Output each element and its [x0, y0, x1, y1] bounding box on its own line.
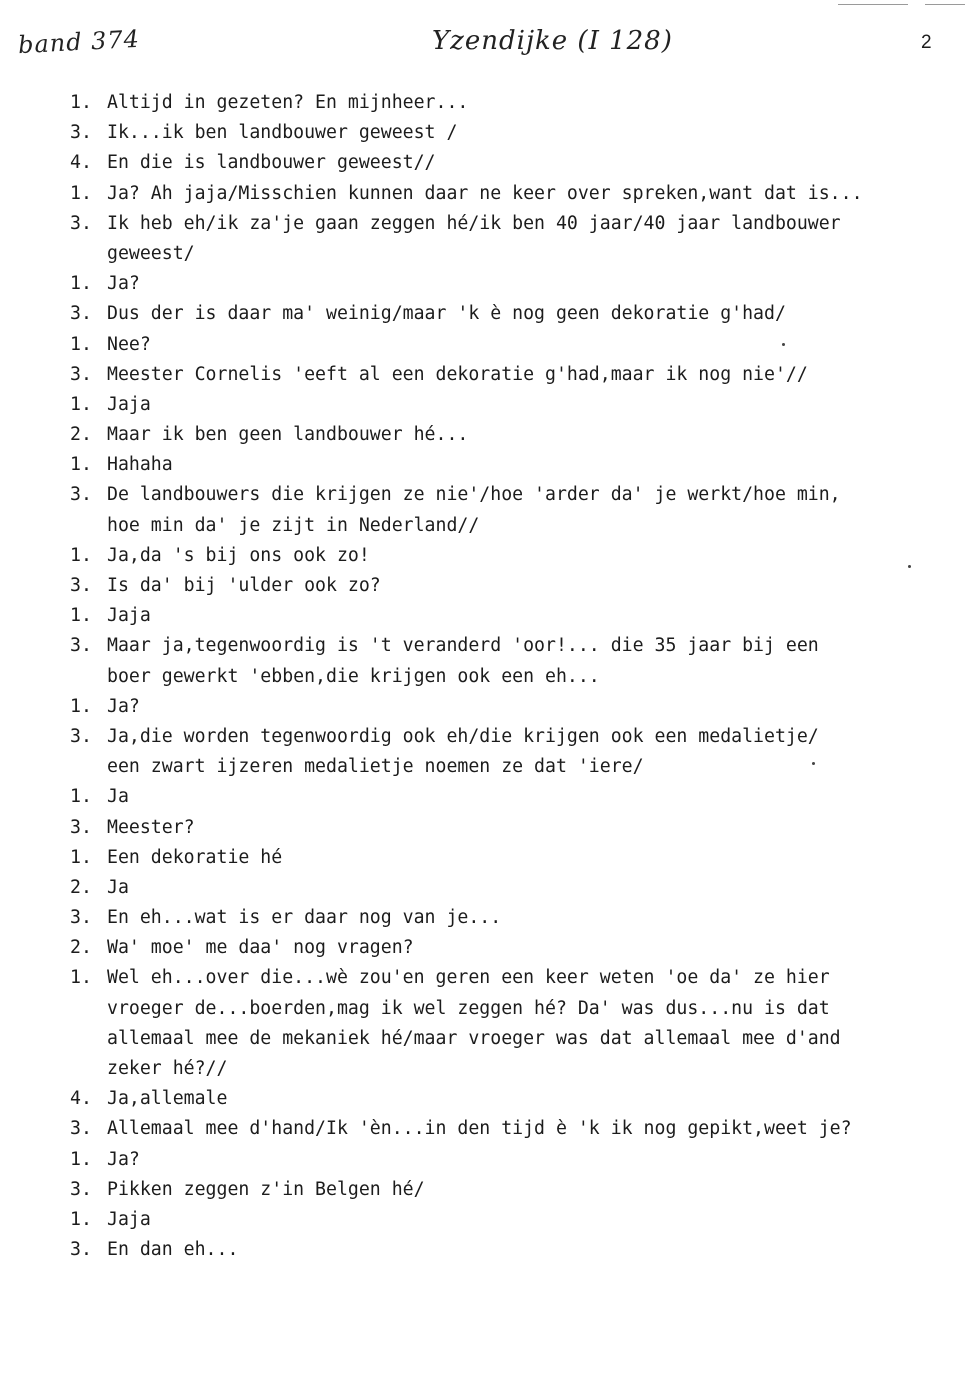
transcript-line — [70, 88, 960, 118]
utterance-text: De landbouwers die krijgen ze nie'/hoe 'arder da' je werkt/hoe min, — [107, 484, 841, 506]
utterance-text: geweest/ — [107, 242, 195, 264]
utterance-text: En eh...wat is er daar nog van je... — [107, 907, 502, 929]
utterance-text: Ja? Ah jaja/Misschien kunnen daar ne keer over spreken,want dat is... — [107, 182, 863, 204]
utterance-text: Meester? — [107, 816, 195, 838]
speaker-number: 3. — [70, 1239, 92, 1261]
transcript-line — [70, 1084, 960, 1114]
utterance-text: vroeger de...boerden,mag ik wel zeggen hé? Da' was dus...nu is dat — [107, 997, 830, 1019]
utterance-text: Ja — [107, 876, 129, 898]
transcript-line — [70, 631, 960, 661]
speaker-number: 1. — [70, 544, 92, 566]
transcript-line — [70, 722, 960, 752]
utterance-text: Ja,die worden tegenwoordig ook eh/die krijgen ook een medalietje/ — [107, 725, 819, 747]
transcript-line — [70, 1175, 960, 1205]
speaker-number: 3. — [70, 303, 92, 325]
utterance-text: Wa' moe' me daa' nog vragen? — [107, 937, 414, 959]
utterance-text: Ja,da 's bij ons ook zo! — [107, 544, 370, 566]
transcript-line — [70, 1114, 960, 1144]
utterance-text: Nee? — [107, 333, 151, 355]
speaker-number: 1. — [70, 92, 92, 113]
transcript-line — [70, 511, 960, 541]
utterance-text: allemaal mee de mekaniek hé/maar vroeger was dat allemaal mee d'and — [107, 1027, 841, 1049]
utterance-text: Ja? — [107, 273, 140, 295]
utterance-text: Dus der is daar ma' weinig/maar 'k è nog geen dekoratie g'had/ — [107, 303, 786, 325]
speaker-number: 1. — [70, 333, 92, 355]
page-edge-line — [925, 4, 965, 5]
utterance-text: Een dekoratie hé — [107, 846, 283, 868]
transcript-line — [70, 1054, 960, 1084]
transcript-line — [70, 239, 960, 269]
utterance-text: boer gewerkt 'ebben,die krijgen ook een eh... — [107, 665, 600, 687]
transcript-line — [70, 450, 960, 480]
transcript-line — [70, 1145, 960, 1175]
transcript-line — [70, 360, 960, 390]
transcript-line — [70, 933, 960, 963]
page-edge-line — [838, 4, 908, 5]
transcript-line — [70, 752, 960, 782]
speaker-number: 1. — [70, 846, 92, 868]
utterance-text: Ja — [107, 786, 129, 808]
speaker-number: 3. — [70, 575, 92, 596]
utterance-text: Ja? — [107, 695, 140, 717]
speaker-number: 2. — [70, 876, 92, 898]
utterance-text: Pikken zeggen z'in Belgen hé/ — [107, 1178, 425, 1200]
speaker-number: 3. — [70, 122, 92, 144]
transcript-line — [70, 601, 960, 631]
band-number: band 374 — [17, 24, 141, 60]
transcript — [70, 88, 960, 1265]
speaker-number: 3. — [70, 1118, 92, 1140]
transcript-line — [70, 692, 960, 722]
transcript-line — [70, 813, 960, 843]
speaker-number: 4. — [70, 152, 92, 174]
transcript-line — [70, 782, 960, 812]
transcript-line — [70, 330, 960, 360]
transcript-line — [70, 903, 960, 933]
speaker-number: 4. — [70, 1088, 92, 1110]
transcript-line — [70, 541, 960, 571]
transcript-line — [70, 179, 960, 209]
utterance-text: Allemaal mee d'hand/Ik 'èn...in den tijd è 'k ik nog gepikt,weet je? — [107, 1118, 852, 1140]
transcript-line — [70, 994, 960, 1024]
transcript-line — [70, 571, 960, 601]
transcript-line — [70, 662, 960, 692]
utterance-text: Maar ja,tegenwoordig is 't veranderd 'oor!... die 35 jaar bij een — [107, 635, 819, 657]
utterance-text: Jaja — [107, 605, 151, 627]
utterance-text: Ik heb eh/ik za'je gaan zeggen hé/ik ben 40 jaar/40 jaar landbouwer — [107, 212, 841, 234]
transcript-line — [70, 480, 960, 510]
utterance-text: zeker hé?// — [107, 1058, 228, 1079]
speaker-number: 1. — [70, 182, 92, 204]
transcript-line — [70, 1024, 960, 1054]
speaker-number: 3. — [70, 725, 92, 747]
transcript-line — [70, 118, 960, 148]
speck — [908, 565, 911, 568]
speaker-number: 1. — [70, 393, 92, 415]
utterance-text: En dan eh... — [107, 1239, 239, 1261]
transcript-line — [70, 299, 960, 329]
utterance-text: Jaja — [107, 1208, 151, 1230]
speaker-number: 1. — [70, 1208, 92, 1230]
utterance-text: Hahaha — [107, 454, 173, 476]
speck — [782, 343, 785, 346]
speck — [812, 762, 815, 765]
utterance-text: Is da' bij 'ulder ook zo? — [107, 575, 381, 596]
speaker-number: 3. — [70, 816, 92, 838]
transcript-line — [70, 148, 960, 178]
speaker-number: 1. — [70, 605, 92, 627]
speaker-number: 2. — [70, 424, 92, 446]
speaker-number: 2. — [70, 937, 92, 959]
document-title: Yzendijke (I 128) — [432, 26, 673, 56]
speaker-number: 1. — [70, 273, 92, 295]
speaker-number: 3. — [70, 1178, 92, 1200]
transcript-line — [70, 390, 960, 420]
speaker-number: 1. — [70, 1148, 92, 1170]
speaker-number: 1. — [70, 454, 92, 476]
speaker-number: 3. — [70, 363, 92, 385]
utterance-text: een zwart ijzeren medalietje noemen ze dat 'iere/ — [107, 756, 644, 778]
utterance-text: Wel eh...over die...wè zou'en geren een keer weten 'oe da' ze hier — [107, 967, 830, 989]
utterance-text: Ja? — [107, 1148, 140, 1170]
speaker-number: 3. — [70, 212, 92, 234]
speaker-number: 1. — [70, 967, 92, 989]
transcript-line — [70, 1235, 960, 1265]
speaker-number: 1. — [70, 695, 92, 717]
transcript-line — [70, 209, 960, 239]
utterance-text: Ja,allemale — [107, 1088, 228, 1110]
transcript-line — [70, 843, 960, 873]
utterance-text: hoe min da' je zijt in Nederland// — [107, 514, 480, 536]
utterance-text: Ik...ik ben landbouwer geweest / — [107, 122, 469, 144]
utterance-text: En die is landbouwer geweest// — [107, 152, 436, 174]
transcript-line — [70, 873, 960, 903]
utterance-text: Altijd in gezeten? En mijnheer... — [107, 92, 469, 113]
transcript-line — [70, 963, 960, 993]
page-number: 2 — [921, 32, 932, 53]
transcript-line — [70, 269, 960, 299]
speaker-number: 3. — [70, 907, 92, 929]
utterance-text: Meester Cornelis 'eeft al een dekoratie g'had,maar ik nog nie'// — [107, 363, 808, 385]
speaker-number: 3. — [70, 635, 92, 657]
transcript-line — [70, 1205, 960, 1235]
speaker-number: 3. — [70, 484, 92, 506]
utterance-text: Maar ik ben geen landbouwer hé... — [107, 424, 469, 446]
speaker-number: 1. — [70, 786, 92, 808]
utterance-text: Jaja — [107, 393, 151, 415]
transcript-line — [70, 420, 960, 450]
